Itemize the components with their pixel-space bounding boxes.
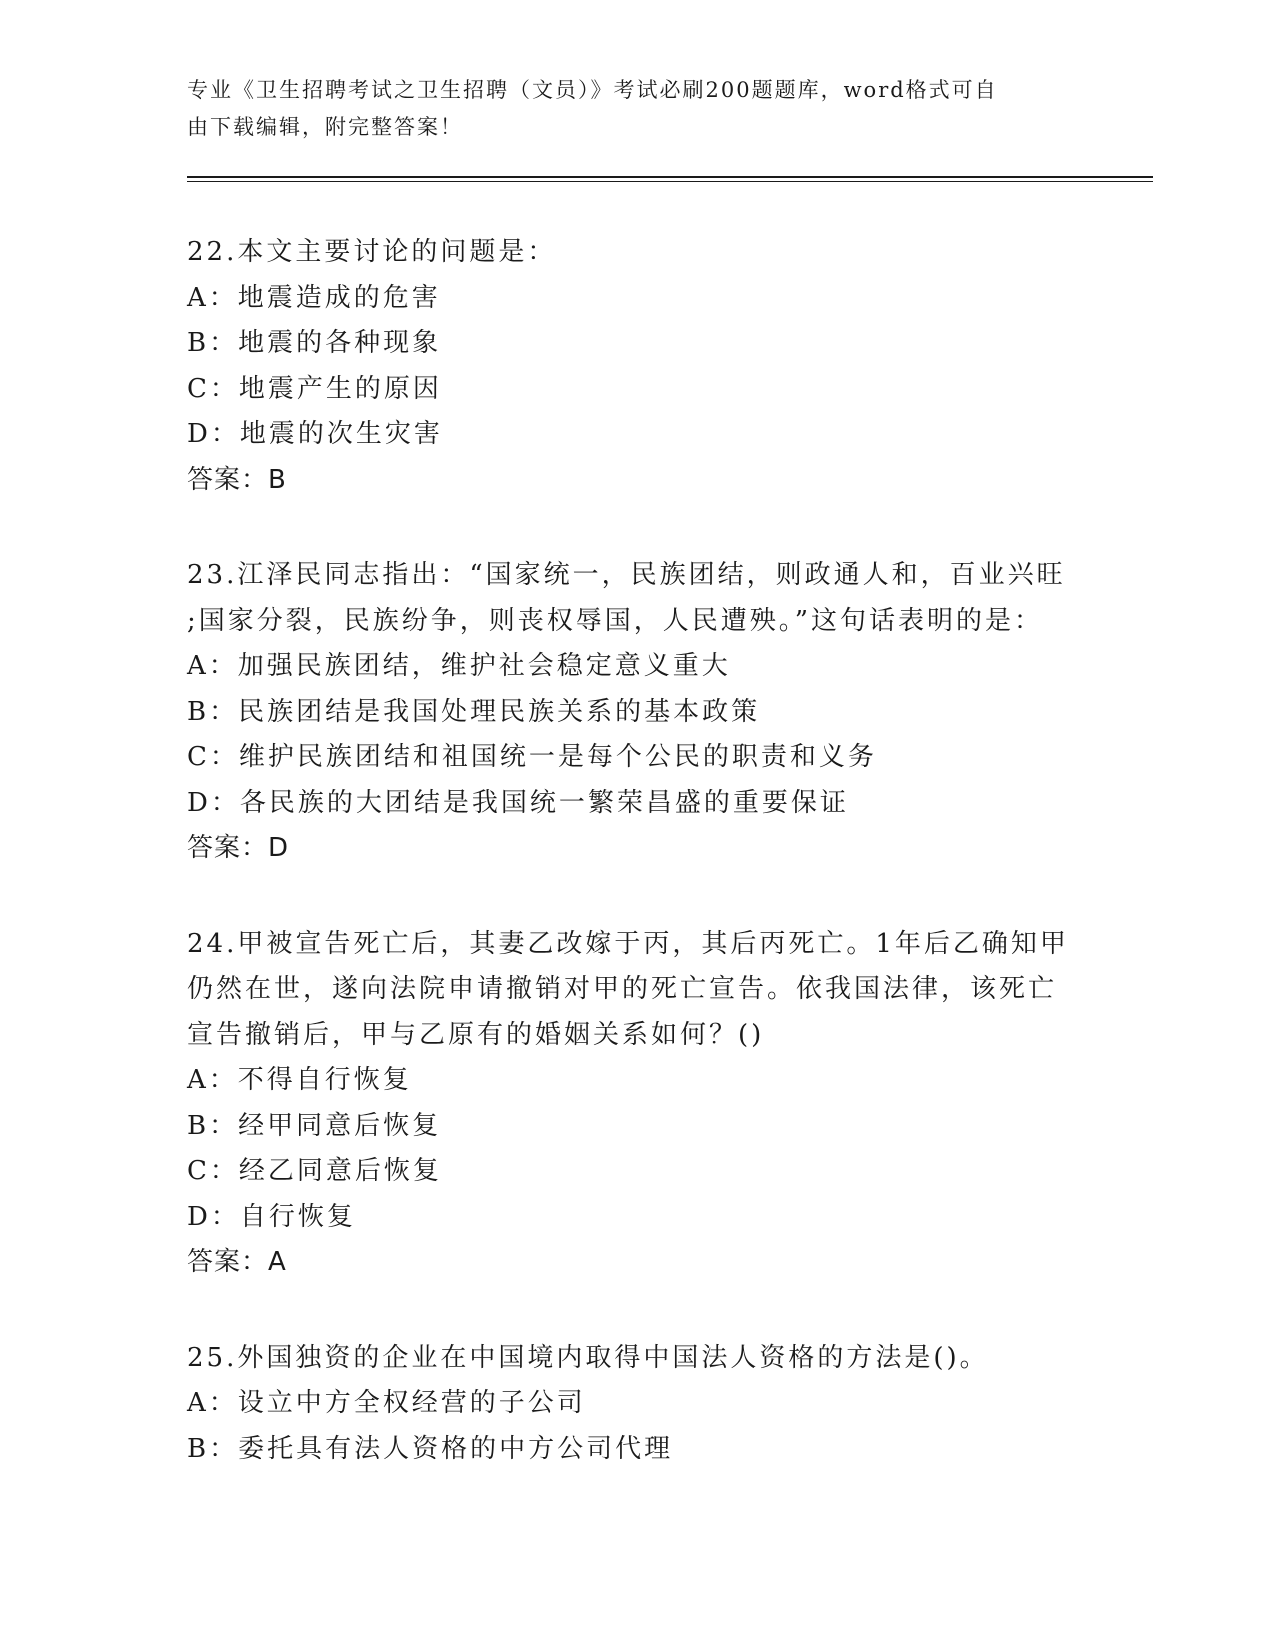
option-c: C：维护民族团结和祖国统一是每个公民的职责和义务 [187,742,877,772]
answer-label: 答案： [187,833,269,863]
question-stem: ;国家分裂，民族纷争，则丧权辱国，人民遭殃。”这句话表明的是： [187,605,1044,636]
option-a: A：设立中方全权经营的子公司 [187,1388,586,1418]
question-stem: 22.本文主要讨论的问题是： [187,237,557,267]
answer-label: 答案： [187,464,269,495]
option-a: A：加强民族团结，维护社会稳定意义重大 [187,651,731,681]
answer [187,1240,1087,1286]
question-25 [187,1336,1087,1473]
question-list [187,230,1087,1522]
option-d: D：各民族的大团结是我国统一繁荣昌盛的重要保证 [187,787,849,818]
option-a: A：地震造成的危害 [187,282,441,313]
header-line-1: 专业《卫生招聘考试之卫生招聘（文员）》考试必刷200题题库，word格式可自 [187,78,998,102]
option-d: D：自行恢复 [187,1201,356,1232]
option-c: C：经乙同意后恢复 [187,1156,442,1186]
header-line-2: 由下载编辑，附完整答案！ [187,115,463,139]
document-header [187,72,1067,146]
option-b: B：民族团结是我国处理民族关系的基本政策 [187,696,761,727]
answer-value: A [268,1247,287,1277]
question-stem: 23.江泽民同志指出：“国家统一，民族团结，则政通人和，百业兴旺 [187,560,1066,590]
option-a: A：不得自行恢复 [187,1065,412,1095]
question-23 [187,553,1087,872]
question-stem: 25.外国独资的企业在中国境内取得中国法人资格的方法是()。 [187,1342,989,1373]
header-divider-thick [187,176,1153,178]
option-d: D：地震的次生灾害 [187,419,443,449]
option-b: B：经甲同意后恢复 [187,1110,442,1141]
question-24 [187,922,1087,1286]
question-stem: 仍然在世，遂向法院申请撤销对甲的死亡宣告。依我国法律，该死亡 [187,974,1058,1004]
question-stem: 24.甲被宣告死亡后，其妻乙改嫁于丙，其后丙死亡。1年后乙确知甲 [187,928,1069,959]
header-divider-thin [187,181,1153,182]
option-c: C：地震产生的原因 [187,373,442,404]
answer [187,826,1087,872]
answer-value: B [268,464,287,495]
option-b: B：地震的各种现象 [187,328,442,358]
question-stem: 宣告撤销后，甲与乙原有的婚姻关系如何？() [187,1019,765,1050]
option-b: B：委托具有法人资格的中方公司代理 [187,1433,674,1464]
answer-label: 答案： [187,1247,269,1277]
answer [187,458,1087,504]
answer-value: D [268,833,290,863]
question-22 [187,230,1087,503]
